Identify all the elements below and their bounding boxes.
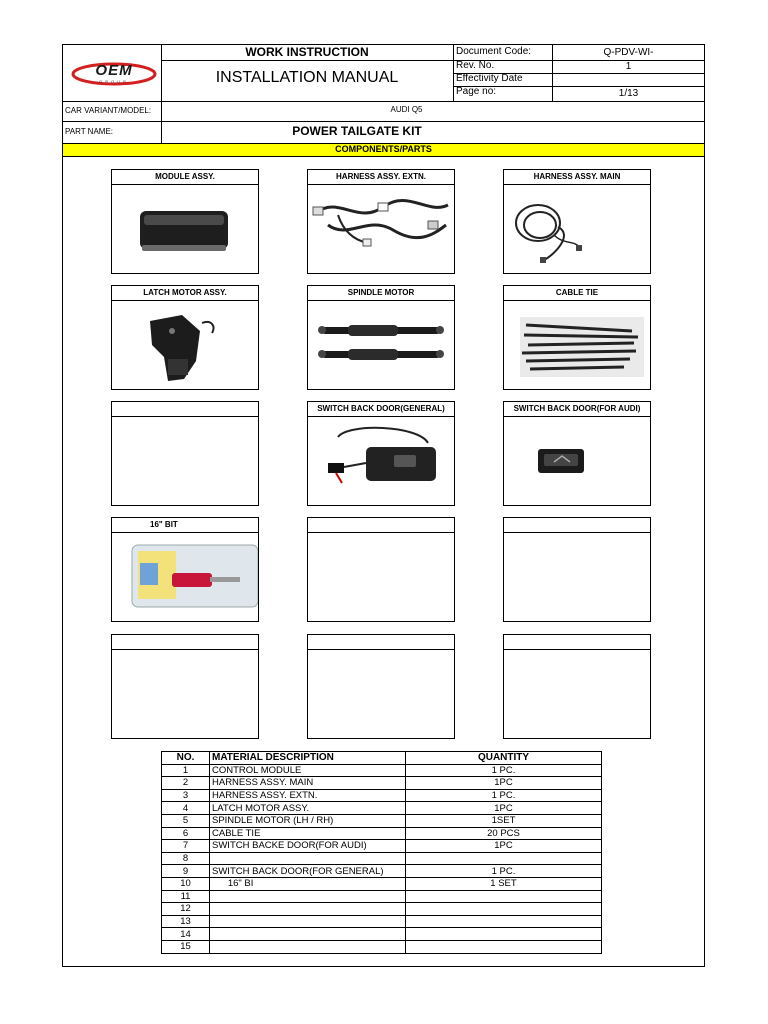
table-row	[162, 915, 602, 928]
row-description	[210, 915, 406, 928]
table-row	[162, 877, 602, 890]
row-description	[210, 852, 406, 865]
component-caption	[504, 635, 650, 650]
rev-label: Rev. No.	[456, 60, 495, 71]
row-number: 3	[162, 789, 210, 802]
row-quantity: 1 PC.	[406, 865, 602, 878]
row-quantity: 1PC	[406, 802, 602, 815]
component-caption	[112, 635, 258, 650]
switch-audi-image	[504, 417, 650, 505]
car-variant-value: AUDI Q5	[390, 105, 423, 114]
row-description: SWITCH BACKE DOOR(FOR AUDI)	[210, 840, 406, 853]
page-label: Page no:	[456, 86, 497, 97]
table-row	[162, 789, 602, 802]
component-caption: MODULE ASSY.	[112, 170, 258, 185]
row-quantity	[406, 903, 602, 916]
table-row	[162, 928, 602, 941]
component-caption	[112, 402, 258, 417]
component-box-empty-2	[307, 517, 455, 622]
row-quantity: 1 PC.	[406, 764, 602, 777]
latch-motor-image	[112, 301, 258, 389]
row-number: 7	[162, 840, 210, 853]
table-row	[162, 840, 602, 853]
table-row	[162, 940, 602, 953]
component-box-cable-tie	[503, 285, 651, 390]
row-number: 1	[162, 764, 210, 777]
row-quantity	[406, 915, 602, 928]
row-number: 9	[162, 865, 210, 878]
component-caption	[308, 518, 454, 533]
rev-value: 1	[625, 61, 632, 72]
component-box-switch-audi	[503, 401, 651, 506]
component-box-empty-3	[503, 517, 651, 622]
row-description: SWITCH BACK DOOR(FOR GENERAL)	[210, 865, 406, 878]
row-quantity: 1 SET	[406, 877, 602, 890]
row-description	[210, 890, 406, 903]
table-row	[162, 890, 602, 903]
component-box-16-bit	[111, 517, 259, 622]
component-box-empty-1	[111, 401, 259, 506]
16-bit-image	[112, 533, 258, 621]
harness-extn-image	[308, 185, 454, 273]
table-row	[162, 802, 602, 815]
doc-code-value: Q-PDV-WI-	[603, 47, 654, 58]
oem-logo	[70, 60, 158, 88]
component-caption	[308, 635, 454, 650]
component-box-module	[111, 169, 259, 274]
header-description: MATERIAL DESCRIPTION	[210, 752, 406, 765]
row-number: 14	[162, 928, 210, 941]
row-number: 8	[162, 852, 210, 865]
row-quantity	[406, 928, 602, 941]
row-description: 16" BI	[210, 877, 406, 890]
cable-tie-image	[504, 301, 650, 389]
row-number: 5	[162, 814, 210, 827]
logo-subtext: GROUP	[99, 79, 129, 84]
installation-manual-title: INSTALLATION MANUAL	[215, 69, 399, 86]
row-number: 11	[162, 890, 210, 903]
logo-text: OEM	[95, 62, 133, 79]
row-description	[210, 928, 406, 941]
component-caption: SWITCH BACK DOOR(GENERAL)	[308, 402, 454, 417]
doc-code-label: Document Code:	[456, 46, 532, 57]
header-no: NO.	[162, 752, 210, 765]
row-description: CONTROL MODULE	[210, 764, 406, 777]
header-quantity: QUANTITY	[406, 752, 602, 765]
row-quantity	[406, 852, 602, 865]
row-quantity	[406, 940, 602, 953]
module-image	[112, 185, 258, 273]
component-caption: CABLE TIE	[504, 286, 650, 301]
switch-general-image	[308, 417, 454, 505]
row-description	[210, 903, 406, 916]
table-row	[162, 777, 602, 790]
row-description: CABLE TIE	[210, 827, 406, 840]
materials-table	[161, 751, 602, 954]
row-number: 15	[162, 940, 210, 953]
row-number: 12	[162, 903, 210, 916]
row-number: 4	[162, 802, 210, 815]
row-quantity: 20 PCS	[406, 827, 602, 840]
component-box-empty-4	[111, 634, 259, 739]
row-quantity: 1 PC.	[406, 789, 602, 802]
row-number: 10	[162, 877, 210, 890]
harness-main-image	[504, 185, 650, 273]
table-row	[162, 903, 602, 916]
row-quantity: 1SET	[406, 814, 602, 827]
component-caption: HARNESS ASSY. MAIN	[504, 170, 650, 185]
car-variant-label: CAR VARIANT/MODEL:	[65, 106, 152, 115]
table-row	[162, 852, 602, 865]
component-caption	[504, 518, 650, 533]
part-name-label: PART NAME:	[65, 127, 114, 136]
table-row	[162, 827, 602, 840]
component-box-empty-6	[503, 634, 651, 739]
row-description: HARNESS ASSY. MAIN	[210, 777, 406, 790]
row-quantity: 1PC	[406, 840, 602, 853]
component-caption: SWITCH BACK DOOR(FOR AUDI)	[504, 402, 650, 417]
component-box-spindle-motor	[307, 285, 455, 390]
row-description: LATCH MOTOR ASSY.	[210, 802, 406, 815]
components-section-title: COMPONENTS/PARTS	[335, 144, 432, 154]
header-line-4	[62, 101, 705, 102]
table-row	[162, 764, 602, 777]
row-number: 6	[162, 827, 210, 840]
effectivity-label: Effectivity Date	[456, 73, 523, 84]
header-line-5	[62, 121, 705, 122]
work-instruction-title: WORK INSTRUCTION	[245, 45, 369, 59]
row-description: HARNESS ASSY. EXTN.	[210, 789, 406, 802]
spindle-motor-image	[308, 301, 454, 389]
row-quantity: 1PC	[406, 777, 602, 790]
table-row	[162, 814, 602, 827]
component-caption: HARNESS ASSY. EXTN.	[308, 170, 454, 185]
component-box-switch-general	[307, 401, 455, 506]
row-description: SPINDLE MOTOR (LH / RH)	[210, 814, 406, 827]
component-caption: LATCH MOTOR ASSY.	[112, 286, 258, 301]
component-caption: 16" BIT	[112, 518, 258, 533]
row-description	[210, 940, 406, 953]
component-box-empty-5	[307, 634, 455, 739]
part-name-value: POWER TAILGATE KIT	[292, 124, 422, 138]
row-number: 13	[162, 915, 210, 928]
table-row	[162, 865, 602, 878]
component-box-harness-main	[503, 169, 651, 274]
component-box-latch-motor	[111, 285, 259, 390]
materials-header-row	[162, 752, 602, 765]
component-box-harness-extn	[307, 169, 455, 274]
page-value: 1/13	[618, 88, 639, 99]
row-number: 2	[162, 777, 210, 790]
component-caption: SPINDLE MOTOR	[308, 286, 454, 301]
row-quantity	[406, 890, 602, 903]
